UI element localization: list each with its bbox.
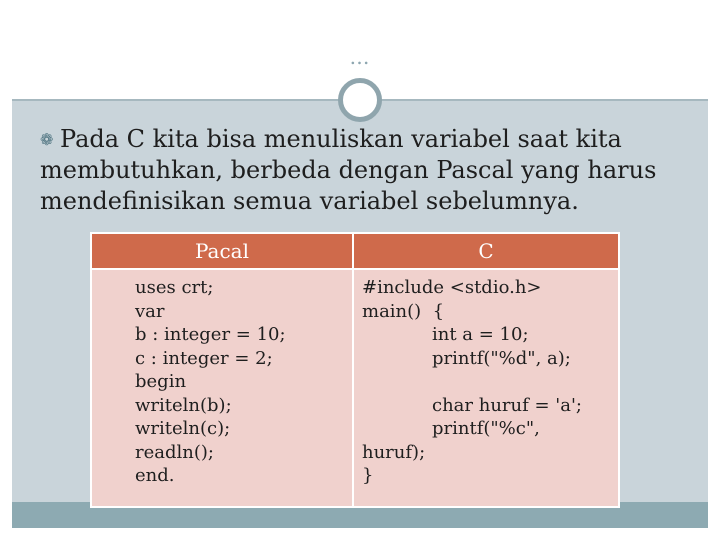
code-line: begin xyxy=(135,371,187,392)
code-line: readln(); xyxy=(135,441,214,463)
code-line: char huruf = 'a'; xyxy=(432,394,582,416)
header-c: C xyxy=(353,233,619,269)
c-code xyxy=(354,276,618,488)
paragraph-text: Pada C kita bisa menuliskan variabel saat kita membutuhkan, berbeda dengan Pascal yang harus mendefinisikan semua variabel sebelumnya. xyxy=(40,125,657,215)
code-line: huruf); xyxy=(362,441,426,463)
code-line: uses crt; xyxy=(135,277,214,298)
pascal-code-cell xyxy=(91,269,353,507)
code-line: printf("%c", xyxy=(432,418,540,439)
bullet-paragraph xyxy=(40,124,680,217)
circle-ornament xyxy=(338,78,382,122)
code-blank-line xyxy=(362,370,618,394)
code-line: end. xyxy=(135,465,175,486)
code-line: #include <stdio.h> xyxy=(362,277,542,298)
code-line: b : integer = 10; xyxy=(135,324,286,345)
table-header-row xyxy=(91,233,619,269)
code-line: writeln(b); xyxy=(135,394,232,416)
code-line: } xyxy=(362,465,374,486)
code-line: main() { xyxy=(362,300,445,322)
pascal-code xyxy=(92,276,352,488)
code-line: var xyxy=(135,300,165,322)
code-line: writeln(c); xyxy=(135,418,231,439)
wingding-bullet-icon: ❁ xyxy=(40,130,54,149)
comparison-table xyxy=(90,232,620,508)
ellipsis: … xyxy=(349,45,371,69)
code-line: printf("%d", a); xyxy=(432,347,571,369)
c-code-cell xyxy=(353,269,619,507)
header-pascal: Pacal xyxy=(91,233,353,269)
code-line: int a = 10; xyxy=(432,324,529,345)
code-line: c : integer = 2; xyxy=(135,347,273,369)
table-row xyxy=(91,269,619,507)
